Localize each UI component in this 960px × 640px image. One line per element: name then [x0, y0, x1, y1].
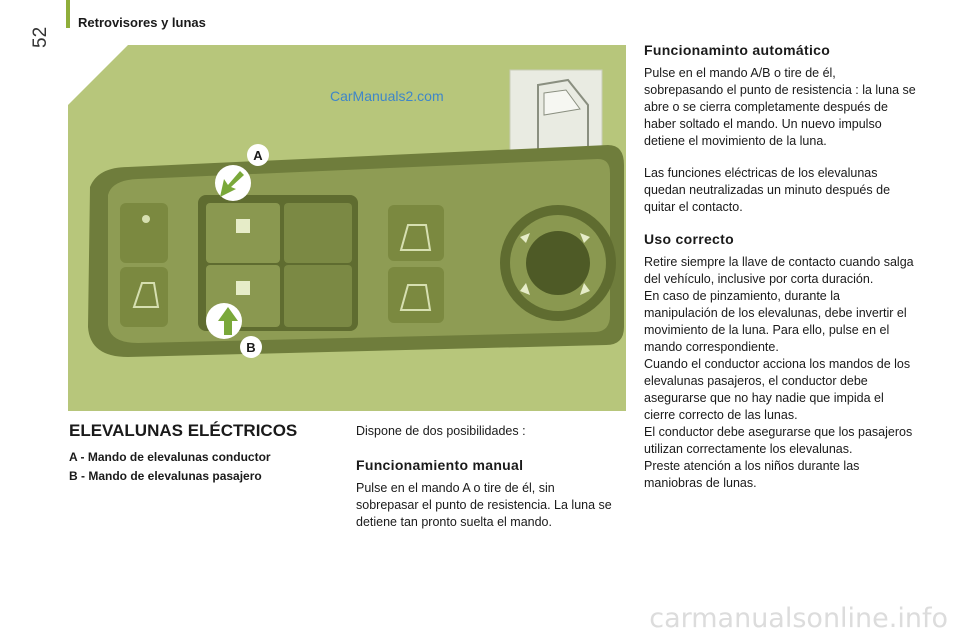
arrow-b-icon	[206, 303, 242, 339]
auto-text: Pulse en el mando A/B o tire de él, sobrepasando el punto de resistencia : la luna se abre o se cierra completamente después de haber soltado el mando. Un nuevo impulso detiene el movimiento de la luna.	[644, 66, 916, 148]
uso-line: Cuando el conductor acciona los mandos de los elevalunas pasajeros, el conductor debe asegurarse que no hay nadie que impida el cierre correcto de las lunas.	[644, 357, 911, 422]
uso-line: En caso de pinzamiento, durante la manipulación de los elevalunas, debe invertir el movimiento de la luna. Para ello, pulse en el mando correspondiente.	[644, 289, 907, 354]
manual-text: Pulse en el mando A o tire de él, sin sobrepasar el punto de resistencia. La luna se detiene tan pronto suelta el mando.	[356, 481, 612, 529]
svg-text:B: B	[246, 340, 256, 355]
uso-line: El conductor debe asegurarse que los pasajeros utilizan correctamente los elevalunas.	[644, 425, 913, 456]
label-a-badge	[247, 144, 269, 166]
watermark-top: CarManuals2.com	[330, 88, 444, 104]
legend-list	[69, 448, 271, 486]
uso-line: Retire siempre la llave de contacto cuando salga del vehículo, inclusive por corta duración.	[644, 255, 914, 286]
manual-heading: Funcionamiento manual	[356, 457, 524, 473]
intro-text: Dispone de dos posibilidades :	[356, 424, 526, 438]
arrow-a-icon	[215, 165, 251, 201]
auto-text-2: Las funciones eléctricas de los elevalunas quedan neutralizadas un minuto después de quitar el contacto.	[644, 166, 891, 214]
column-middle	[356, 423, 618, 531]
uso-line: Preste atención a los niños durante las maniobras de lunas.	[644, 459, 860, 490]
watermark-bottom: carmanualsonline.info	[649, 603, 948, 634]
uso-heading: Uso correcto	[644, 231, 734, 247]
svg-text:A: A	[253, 148, 263, 163]
page-number: 52	[30, 26, 51, 48]
label-b-badge	[240, 336, 262, 358]
legend-item-a: A - Mando de elevalunas conductor	[69, 450, 271, 464]
auto-heading: Funcionaminto automático	[644, 42, 831, 58]
column-right	[644, 42, 916, 492]
page-title: ELEVALUNAS ELÉCTRICOS	[69, 421, 298, 440]
header-accent-bar	[66, 0, 70, 28]
legend-item-b: B - Mando de elevalunas pasajero	[69, 469, 262, 483]
section-header: Retrovisores y lunas	[78, 15, 206, 30]
